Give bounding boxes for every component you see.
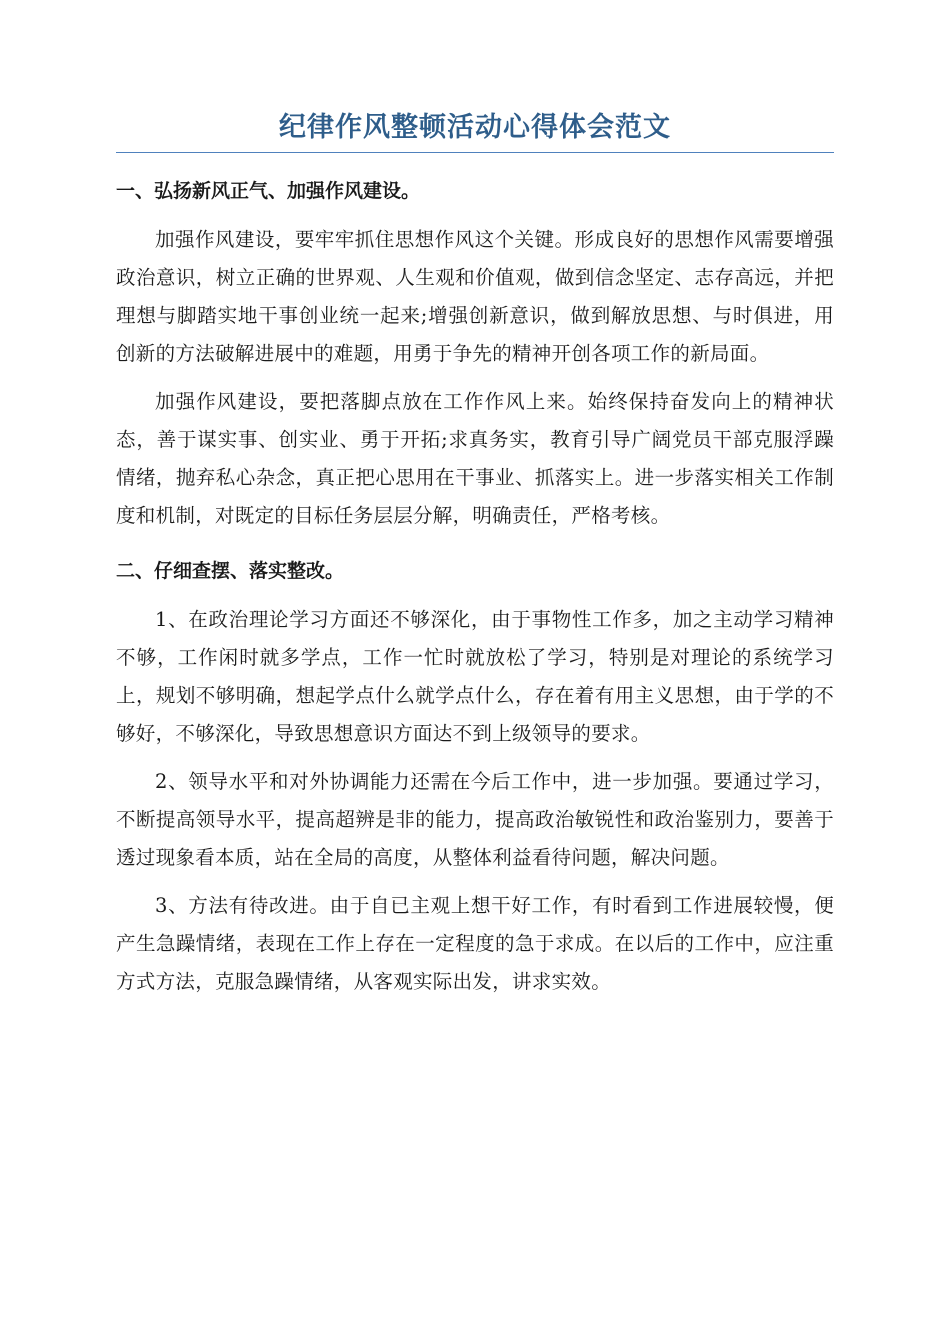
section-heading-2: 二、仔细查摆、落实整改。 <box>116 560 345 582</box>
section-heading-1: 一、弘扬新风正气、加强作风建设。 <box>116 180 421 202</box>
document-title: 纪律作风整顿活动心得体会范文 <box>116 108 834 153</box>
section-2-paragraph-3: 3、方法有待改进。由于自已主观上想干好工作，有时看到工作进展较慢，便产生急躁情绪，表现在工作上存在一定程度的急于求成。在以后的工作中，应注重方式方法，克服急躁情绪，从客观实际出发，讲求实效。 <box>116 894 834 993</box>
section-1-paragraph-2: 加强作风建设，要把落脚点放在工作作风上来。始终保持奋发向上的精神状态，善于谋实事、创实业、勇于开拓;求真务实，教育引导广阔党员干部克服浮躁情绪，抛弃私心杂念，真正把心思用在干事业、抓落实上。进一步落实相关工作制度和机制，对既定的目标任务层层分解，明确责任，严格考核。 <box>116 390 834 527</box>
section-2-paragraph-1: 1、在政治理论学习方面还不够深化，由于事物性工作多，加之主动学习精神不够，工作闲时就多学点，工作一忙时就放松了学习，特别是对理论的系统学习上，规划不够明确，想起学点什么就学点什么，存在着有用主义思想，由于学的不够好，不够深化，导致思想意识方面达不到上级领导的要求。 <box>116 608 834 745</box>
section-1-paragraph-1: 加强作风建设，要牢牢抓住思想作风这个关键。形成良好的思想作风需要增强政治意识，树立正确的世界观、人生观和价值观，做到信念坚定、志存高远，并把理想与脚踏实地干事创业统一起来;增强创新意识，做到解放思想、与时俱进，用创新的方法破解进展中的难题，用勇于争先的精神开创各项工作的新局面。 <box>116 228 834 365</box>
section-2-paragraph-2: 2、领导水平和对外协调能力还需在今后工作中，进一步加强。要通过学习，不断提高领导水平，提高超辨是非的能力，提高政治敏锐性和政治鉴别力，要善于透过现象看本质，站在全局的高度，从整体利益看待问题，解决问题。 <box>116 770 834 869</box>
document-page <box>116 108 834 1011</box>
